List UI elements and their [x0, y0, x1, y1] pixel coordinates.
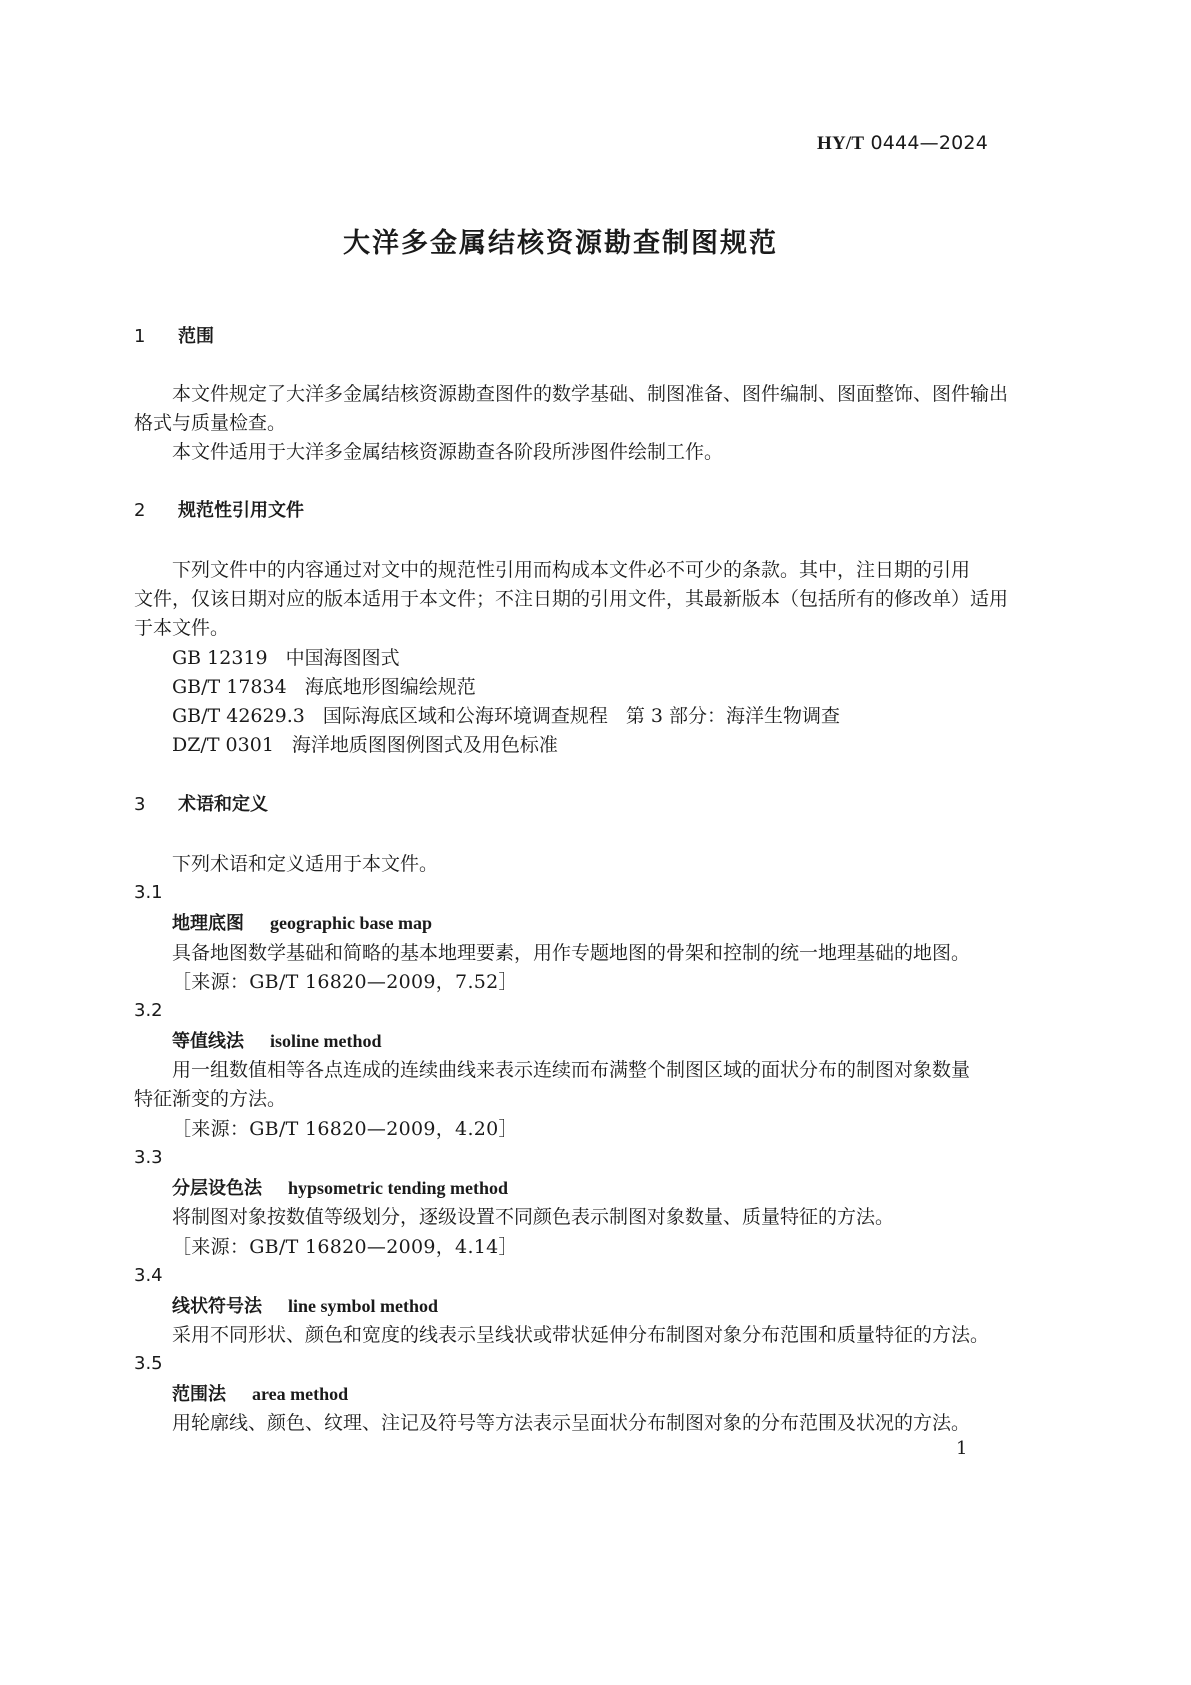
reference-item — [172, 701, 840, 731]
term-source: ［来源：GB/T 16820—2009，4.14］ — [172, 1236, 518, 1258]
paragraph-line: 于本文件。 — [134, 617, 230, 639]
term-number: 3.3 — [134, 1147, 163, 1168]
term-chinese: 分层设色法 — [172, 1178, 262, 1199]
term-source: ［来源：GB/T 16820—2009，4.20］ — [172, 1118, 518, 1140]
page-number: 1 — [956, 1438, 968, 1459]
term-chinese: 地理底图 — [172, 913, 244, 934]
term-heading — [172, 1379, 348, 1410]
reference-code: GB/T 42629.3 — [172, 705, 305, 727]
paragraph-line: 格式与质量检查。 — [134, 412, 287, 434]
document-title: 大洋多金属结核资源勘查制图规范 — [343, 228, 778, 259]
term-definition: 采用不同形状、颜色和宽度的线表示呈线状或带状延伸分布制图对象分布范围和质量特征的方法。 — [172, 1324, 990, 1346]
term-definition: 特征渐变的方法。 — [134, 1088, 287, 1110]
reference-item — [172, 672, 476, 702]
reference-title: 海洋地质图图例图式及用色标准 — [291, 734, 558, 756]
reference-part: 第 3 部分：海洋生物调查 — [625, 705, 841, 727]
section-number: 2 — [134, 500, 146, 521]
term-english: area method — [252, 1384, 349, 1404]
term-chinese: 范围法 — [172, 1384, 226, 1405]
term-number: 3.5 — [134, 1353, 163, 1374]
reference-item — [172, 730, 558, 760]
section-title: 范围 — [178, 326, 214, 347]
terms-intro: 下列术语和定义适用于本文件。 — [172, 853, 439, 875]
term-number: 3.4 — [134, 1265, 163, 1286]
reference-item — [172, 643, 400, 673]
term-heading — [172, 1026, 382, 1057]
term-english: isoline method — [270, 1031, 382, 1051]
section-title: 规范性引用文件 — [178, 500, 304, 521]
term-heading — [172, 1291, 438, 1322]
paragraph-line: 下列文件中的内容通过对文中的规范性引用而构成本文件必不可少的条款。其中，注日期的引用 — [172, 559, 971, 581]
reference-code: GB 12319 — [172, 647, 268, 669]
term-source: ［来源：GB/T 16820—2009，7.52］ — [172, 971, 518, 993]
term-english: line symbol method — [288, 1296, 439, 1316]
term-english: geographic base map — [270, 913, 432, 933]
term-chinese: 线状符号法 — [172, 1296, 262, 1317]
reference-title: 国际海底区域和公海环境调查规程 — [322, 705, 608, 727]
section-1-heading — [134, 322, 214, 352]
reference-code: GB/T 17834 — [172, 676, 287, 698]
reference-title: 海底地形图编绘规范 — [304, 676, 476, 698]
term-definition: 具备地图数学基础和简略的基本地理要素，用作专题地图的骨架和控制的统一地理基础的地图。 — [172, 942, 971, 964]
term-chinese: 等值线法 — [172, 1031, 244, 1052]
term-definition: 用一组数值相等各点连成的连续曲线来表示连续而布满整个制图区域的面状分布的制图对象数量 — [172, 1059, 971, 1081]
term-number: 3.2 — [134, 1000, 163, 1021]
paragraph-line: 文件，仅该日期对应的版本适用于本文件；不注日期的引用文件，其最新版本（包括所有的修改单）适用 — [134, 588, 1009, 610]
term-english: hypsometric tending method — [288, 1178, 508, 1198]
term-heading — [172, 1173, 508, 1204]
term-number: 3.1 — [134, 882, 163, 903]
paragraph-line: 本文件适用于大洋多金属结核资源勘查各阶段所涉图件绘制工作。 — [172, 441, 724, 463]
section-number: 1 — [134, 326, 146, 347]
paragraph-line: 本文件规定了大洋多金属结核资源勘查图件的数学基础、制图准备、图件编制、图面整饰、图件输出 — [172, 383, 1009, 405]
section-number: 3 — [134, 794, 146, 815]
document-code-org: HY/T — [816, 133, 865, 154]
document-code-number: 0444—2024 — [870, 132, 988, 154]
section-2-heading — [134, 496, 304, 526]
reference-title: 中国海图图式 — [285, 647, 400, 669]
document-code — [817, 128, 988, 159]
section-title: 术语和定义 — [178, 794, 268, 815]
term-definition: 用轮廓线、颜色、纹理、注记及符号等方法表示呈面状分布制图对象的分布范围及状况的方法。 — [172, 1412, 971, 1434]
section-3-heading — [134, 790, 268, 820]
term-heading — [172, 908, 432, 939]
term-definition: 将制图对象按数值等级划分，逐级设置不同颜色表示制图对象数量、质量特征的方法。 — [172, 1206, 895, 1228]
reference-code: DZ/T 0301 — [172, 734, 274, 756]
